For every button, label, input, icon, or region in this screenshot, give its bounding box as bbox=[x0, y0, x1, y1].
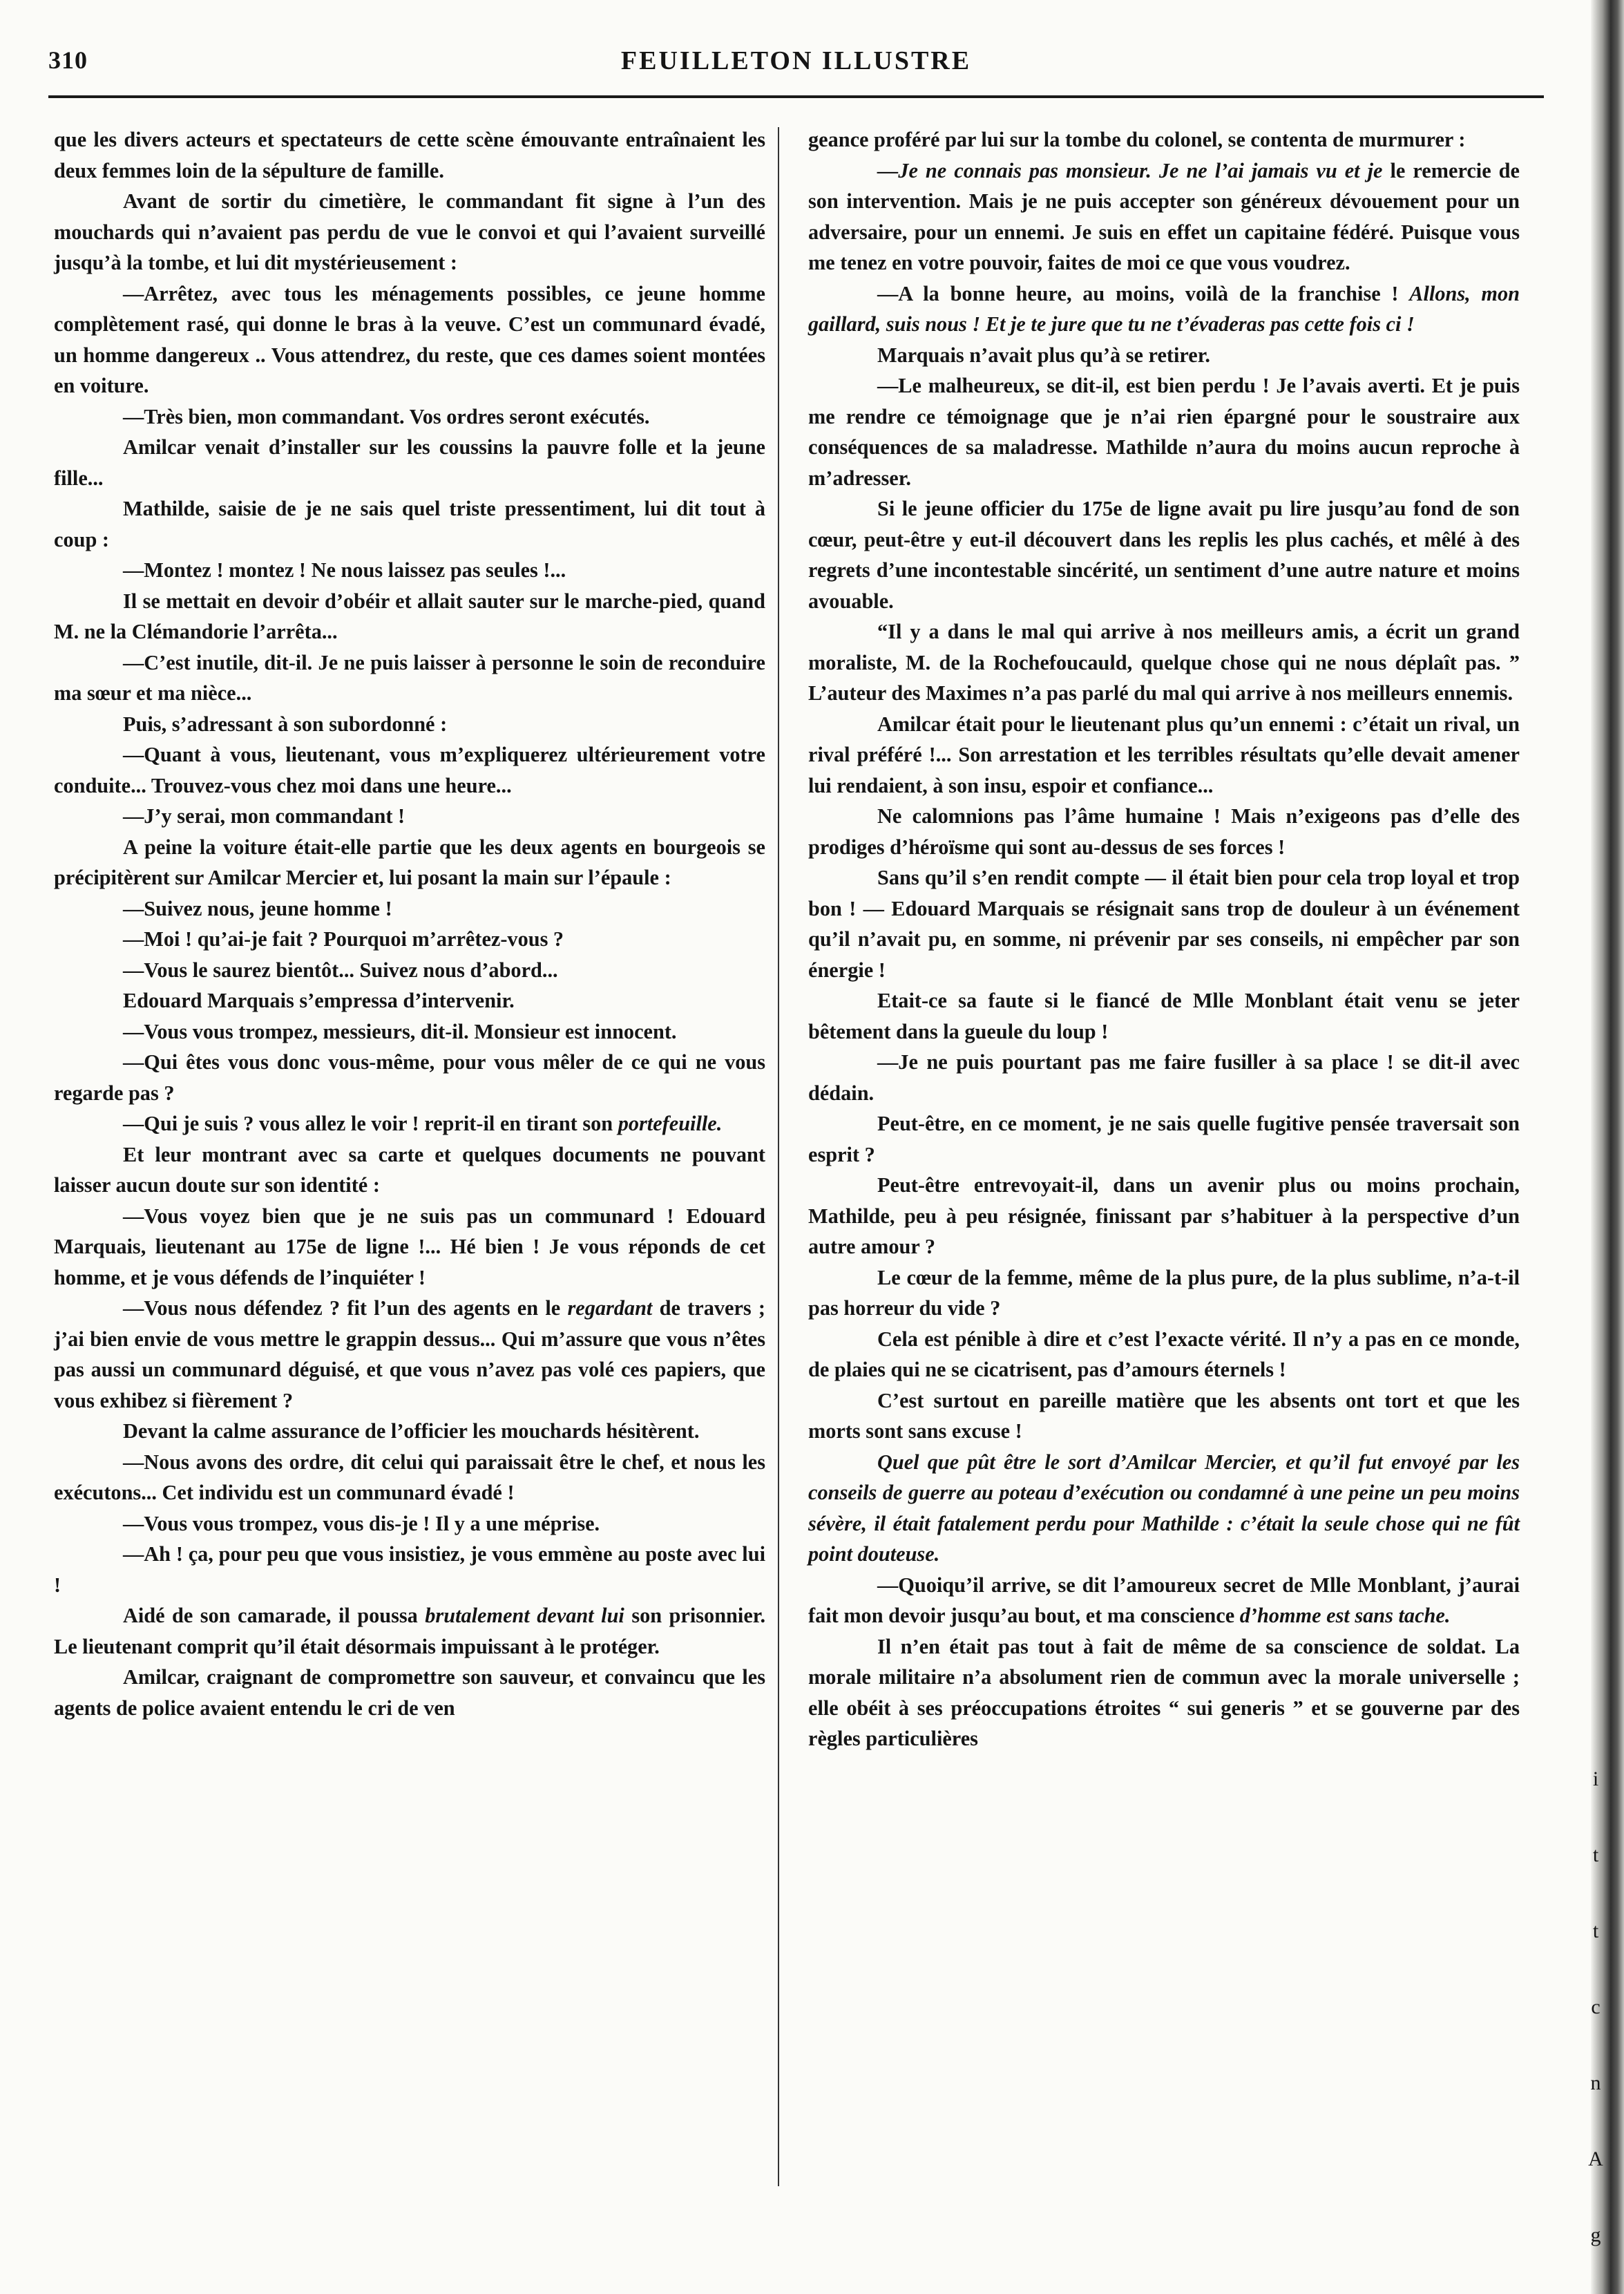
paragraph-text: —Quant à vous, lieutenant, vous m’expliquerez ultérieurement votre conduite... Trouvez-vous chez moi dans une heure... bbox=[54, 743, 765, 797]
paragraph-text: Puis, s’adressant à son subordonné : bbox=[123, 712, 448, 736]
paragraph-text: Mathilde, saisie de je ne sais quel triste pressentiment, lui dit tout à coup : bbox=[54, 497, 765, 551]
paragraph-text: Amilcar était pour le lieutenant plus qu’un ennemi : c’était un rival, un rival préféré !... Son arrestation et les terribles résultats qu’elle devait amener lui rendaient, à son insu, espoir et confiance... bbox=[808, 712, 1520, 797]
paragraph bbox=[54, 832, 765, 893]
paragraph bbox=[808, 278, 1520, 340]
paragraph-text-continued: de travers ; j’ai bien envie de vous mettre le grappin dessus... Qui m’assure que vous n’êtes pas aussi un communard déguisé, et que vous n’avez pas volé ces papiers, que vous exhibez si fièrement ? bbox=[54, 1296, 766, 1412]
italic-text: d’homme est sans tache. bbox=[1239, 1604, 1451, 1627]
paragraph bbox=[54, 985, 765, 1016]
paragraph bbox=[54, 709, 765, 740]
paragraph-text: —Qui êtes vous donc vous-même, pour vous mêler de ce qui ne vous regarde pas ? bbox=[54, 1050, 765, 1105]
paragraph-text: Edouard Marquais s’empressa d’intervenir. bbox=[123, 989, 515, 1012]
paragraph-text: —Moi ! qu’ai-je fait ? Pourquoi m’arrêtez-vous ? bbox=[123, 927, 564, 951]
paragraph bbox=[54, 924, 765, 955]
paragraph bbox=[54, 893, 765, 925]
paragraph bbox=[808, 1262, 1520, 1324]
paragraph-text: —C’est inutile, dit-il. Je ne puis laisser à personne le soin de reconduire ma sœur et ma nièce... bbox=[54, 650, 765, 705]
paragraph bbox=[54, 432, 765, 493]
paragraph-text: —J’y serai, mon commandant ! bbox=[123, 804, 405, 828]
paragraph bbox=[808, 1170, 1520, 1262]
page-header bbox=[48, 40, 1544, 82]
running-title: FEUILLETON ILLUSTRE bbox=[620, 46, 972, 75]
paragraph-text: geance proféré par lui sur la tombe du colonel, se contenta de murmurer : bbox=[808, 128, 1466, 151]
paragraph-text: —Vous vous trompez, vous dis-je ! Il y a une méprise. bbox=[123, 1511, 600, 1535]
paragraph bbox=[54, 555, 765, 586]
paragraph-text: Si le jeune officier du 175e de ligne avait pu lire jusqu’au fond de son cœur, peut-être y eut-il découvert dans les replis les plus cachés, et mêlé à des regrets d’une incontestable sincérité, un sentiment d’une autre nature et moins avouable. bbox=[808, 497, 1520, 613]
paragraph-text: —Nous avons des ordre, dit celui qui paraissait être le chef, et nous les exécutons... Cet individu est un communard évadé ! bbox=[54, 1450, 765, 1504]
paragraph bbox=[808, 862, 1520, 985]
italic-text: portefeuille. bbox=[618, 1112, 723, 1135]
paragraph-text: Marquais n’avait plus qu’à se retirer. bbox=[877, 343, 1210, 367]
paragraph-text: Aidé de son camarade, il poussa bbox=[123, 1604, 418, 1627]
paragraph-text: —Vous voyez bien que je ne suis pas un communard ! Edouard Marquais, lieutenant au 175e de ligne !... Hé bien ! Je vous réponds de cet homme, et je vous défends de l’inquiéter ! bbox=[54, 1204, 765, 1289]
paragraph bbox=[808, 340, 1520, 371]
paragraph-text: que les divers acteurs et spectateurs de cette scène émouvante entraînaient les deux femmes loin de la sépulture de famille. bbox=[54, 128, 765, 182]
paragraph bbox=[54, 493, 765, 555]
paragraph bbox=[808, 709, 1520, 802]
paragraph bbox=[808, 124, 1520, 155]
paragraph bbox=[808, 616, 1520, 709]
paragraph bbox=[808, 155, 1520, 278]
margin-glyph: t bbox=[1592, 1843, 1599, 1866]
paragraph-text: Devant la calme assurance de l’officier les mouchards hésitèrent. bbox=[123, 1419, 700, 1443]
paragraph bbox=[54, 278, 765, 401]
paragraph-text: —Montez ! montez ! Ne nous laissez pas seules !... bbox=[123, 558, 566, 582]
paragraph-text: Amilcar, craignant de compromettre son sauveur, et convaincu que les agents de police avaient entendu le cri de ven bbox=[54, 1665, 765, 1720]
paragraph-text: Quel que pût être le sort d’Amilcar Mercier, et qu’il fut bbox=[877, 1450, 1383, 1474]
paragraph bbox=[54, 401, 765, 433]
paragraph bbox=[808, 1108, 1520, 1170]
paragraph bbox=[54, 647, 765, 709]
paragraph bbox=[54, 739, 765, 801]
paragraph-text: —Je ne puis pourtant pas me faire fusiller à sa place ! se dit-il avec dédain. bbox=[808, 1050, 1520, 1105]
italic-text: Allons, mon gaillard, suis nous ! Et je te jure que tu ne t’évaderas pas cette fois ci ! bbox=[808, 281, 1520, 336]
paragraph bbox=[808, 493, 1520, 616]
paragraph-text: —Qui je suis ? vous allez le voir ! reprit-il en tirant son bbox=[123, 1112, 613, 1135]
paragraph-text: Le cœur de la femme, même de la plus pure, de la plus sublime, n’a-t-il pas horreur du vide ? bbox=[808, 1265, 1520, 1320]
paragraph-text: Peut-être entrevoyait-il, dans un avenir plus ou moins prochain, Mathilde, peu à peu résignée, finissant par s’habituer à la perspective d’un autre amour ? bbox=[808, 1173, 1520, 1258]
paragraph bbox=[54, 1139, 765, 1201]
paragraph-text: “Il y a dans le mal qui arrive à nos meilleurs amis, a écrit un grand moraliste, M. de la Rochefoucauld, quelque chose qui ne nous déplaît pas. ” L’auteur des Maximes n’a pas parlé du mal qui arrive à nos meilleurs ennemis. bbox=[808, 620, 1520, 705]
paragraph-text: C’est surtout en pareille matière que les absents ont tort et que les morts sont sans excuse ! bbox=[808, 1388, 1520, 1443]
paragraph bbox=[54, 801, 765, 832]
paragraph bbox=[808, 985, 1520, 1047]
paragraph bbox=[54, 1539, 765, 1600]
paragraph-text: Cela est pénible à dire et c’est l’exacte vérité. Il n’y a pas en ce monde, de plaies qui ne se cicatrisent, pas d’amours éternels ! bbox=[808, 1327, 1520, 1381]
paragraph bbox=[808, 1570, 1520, 1631]
paragraph-text: Amilcar venait d’installer sur les coussins la pauvre folle et la jeune fille... bbox=[54, 435, 765, 490]
header-rule bbox=[48, 95, 1544, 98]
paragraph-text: —Vous nous défendez ? fit l’un des agents en le bbox=[123, 1296, 561, 1320]
paragraph bbox=[54, 1662, 765, 1723]
paragraph bbox=[808, 1385, 1520, 1447]
paragraph bbox=[54, 1508, 765, 1539]
paragraph-text-continued: le remercie de son intervention. Mais je ne puis accepter son généreux dévouement pour un adversaire, pour un ennemi. Je suis en effet un capitaine fédéré. Puisque vous me tenez en votre pouvoir, faites de moi ce que vous voudrez. bbox=[808, 158, 1520, 274]
left-column bbox=[54, 124, 765, 1723]
paragraph-text: —Le malheureux, se dit-il, est bien perdu ! Je l’avais averti. Et je puis me rendre ce témoignage que je n’ai rien épargné pour le soustraire aux conséquences de sa maladresse. Mathilde n’aura du moins aucun reproche à m’adresser. bbox=[808, 374, 1520, 490]
paragraph-text: —Vous vous trompez, messieurs, dit-il. Monsieur est innocent. bbox=[123, 1019, 677, 1043]
paragraph-text: Et leur montrant avec sa carte et quelques documents ne pouvant laisser aucun doute sur son identité : bbox=[54, 1142, 765, 1197]
paragraph bbox=[54, 955, 765, 986]
paragraph-text-continued: envoyé par les conseils de guerre au poteau d’exécution ou condamné à une peine un peu moins sévère, il était fatalement perdu pour Mathilde : c’était la seule chose qui ne fût point douteuse. bbox=[808, 1450, 1520, 1566]
paragraph-text: Ne calomnions pas l’âme humaine ! Mais n’exigeons pas d’elle des prodiges d’héroïsme qui sont au-dessus de ses forces ! bbox=[808, 804, 1520, 859]
paragraph bbox=[808, 801, 1520, 862]
paragraph-text: —Arrêtez, avec tous les ménagements possibles, ce jeune homme complètement rasé, qui donne le bras à la veuve. C’est un communard évadé, un homme dangereux .. Vous attendrez, du reste, que ces dames soient montées en voiture. bbox=[54, 281, 765, 397]
paragraph-text: Avant de sortir du cimetière, le commandant fit signe à l’un des mouchards qui n’avaient pas perdu de vue le convoi et qui l’avaient surveillé jusqu’à la tombe, et lui dit mystérieusement : bbox=[54, 189, 765, 274]
paragraph bbox=[808, 1631, 1520, 1754]
right-column bbox=[808, 124, 1520, 1754]
margin-glyph: t bbox=[1592, 1919, 1599, 1942]
paragraph-text: —Ah ! ça, pour peu que vous insistiez, je vous emmène au poste avec lui ! bbox=[54, 1542, 765, 1597]
paragraph bbox=[54, 1016, 765, 1048]
paragraph-text: —Vous le saurez bientôt... Suivez nous d’abord... bbox=[123, 958, 558, 982]
paragraph-text: Peut-être, en ce moment, je ne sais quelle fugitive pensée traversait son esprit ? bbox=[808, 1112, 1520, 1166]
paragraph bbox=[808, 1324, 1520, 1385]
paragraph bbox=[54, 186, 765, 278]
paragraph-text: A peine la voiture était-elle partie que les deux agents en bourgeois se précipitèrent sur Amilcar Mercier et, lui posant la main sur l’épaule : bbox=[54, 835, 765, 889]
margin-glyphs bbox=[1582, 1741, 1609, 2273]
paragraph bbox=[54, 1600, 765, 1662]
paragraph-text: —Très bien, mon commandant. Vos ordres seront exécutés. bbox=[123, 404, 650, 428]
paragraph bbox=[808, 1447, 1520, 1570]
italic-text: brutalement devant lui bbox=[425, 1604, 624, 1627]
column-divider bbox=[778, 127, 779, 2186]
paragraph bbox=[54, 1047, 765, 1108]
paragraph-text-continued: son prisonnier. Le lieutenant comprit qu’il était désormais impuissant à le protéger. bbox=[54, 1604, 766, 1658]
paragraph bbox=[808, 370, 1520, 493]
margin-glyph: g bbox=[1590, 2224, 1601, 2246]
margin-glyph: A bbox=[1588, 2148, 1603, 2170]
margin-glyph: n bbox=[1590, 2072, 1601, 2094]
paragraph bbox=[54, 1416, 765, 1447]
paragraph-text: —Suivez nous, jeune homme ! bbox=[123, 896, 392, 920]
paragraph-text: Sans qu’il s’en rendit compte — il était bien pour cela trop loyal et trop bon ! — Edouard Marquais se résignait sans trop de douleur à un événement qu’il n’avait pu, en somme, ni prévenir par ses conseils, ni empêcher par son énergie ! bbox=[808, 866, 1520, 982]
paragraph bbox=[54, 586, 765, 647]
paragraph bbox=[54, 1201, 765, 1293]
paragraph bbox=[54, 1447, 765, 1508]
page-number: 310 bbox=[48, 46, 88, 74]
paragraph bbox=[54, 1293, 765, 1416]
paragraph-text: —Quoiqu’il arrive, se dit l’amoureux secret de Mlle Monblant, j’aurai fait mon devoir jusqu’au bout, et ma conscience bbox=[808, 1573, 1520, 1627]
margin-glyph: i bbox=[1592, 1767, 1599, 1790]
margin-glyph: c bbox=[1591, 1996, 1601, 2018]
paragraph bbox=[808, 1047, 1520, 1108]
paragraph bbox=[54, 124, 765, 186]
paragraph-text: Il n’en était pas tout à fait de même de sa conscience de soldat. La morale militaire n’a absolument rien de commun avec la morale universelle ; elle obéit à ses préoccupations étroites “ sui generis ” et se gouverne par des règles particulières bbox=[808, 1634, 1520, 1750]
paragraph bbox=[54, 1108, 765, 1139]
paragraph-text: Etait-ce sa faute si le fiancé de Mlle Monblant était venu se jeter bêtement dans la gueule du loup ! bbox=[808, 989, 1520, 1043]
paragraph-text: —A la bonne heure, au moins, voilà de la franchise ! bbox=[877, 281, 1399, 305]
paragraph-text: —Je ne connais pas monsieur. Je ne l’ai jamais vu et je bbox=[877, 158, 1383, 182]
paragraph-text: Il se mettait en devoir d’obéir et allait sauter sur le marche-pied, quand M. ne la Clémandorie l’arrêta... bbox=[54, 589, 765, 643]
italic-text: regardant bbox=[567, 1296, 653, 1320]
